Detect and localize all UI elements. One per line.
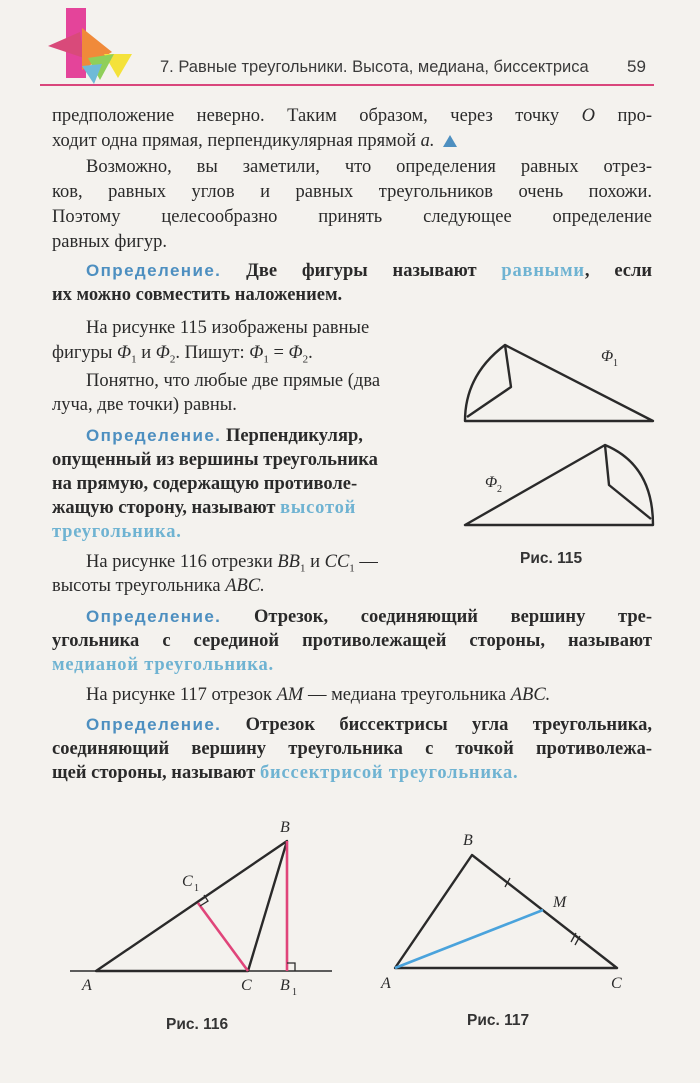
subscript: 1: [299, 562, 306, 575]
figure-115: [455, 325, 660, 535]
text: и: [310, 552, 320, 572]
subscript: 1: [131, 353, 137, 366]
definition-term: медианой треугольника.: [52, 655, 274, 675]
paragraph-line: Возможно, вы заметили, что определения равных отрез-: [86, 157, 652, 177]
text: ходит одна прямая, перпендикулярная прямой: [52, 131, 416, 151]
vertex-label-b: B: [280, 819, 290, 836]
text: и: [141, 343, 152, 363]
text: предположение неверно. Таким образом, через точку: [52, 106, 560, 126]
header-rule: [40, 84, 654, 86]
subscript: 2: [302, 353, 309, 366]
figure-caption: Рис. 117: [467, 1012, 530, 1029]
figure-symbol: Φ: [249, 343, 264, 363]
paragraph-line: ков, равных углов и равных треугольников очень похожи.: [52, 182, 652, 202]
variable: a.: [420, 131, 435, 151]
subscript: 1: [263, 353, 269, 366]
definition-line: угольника с серединой противолежащей стороны, называют: [52, 631, 652, 651]
definition-line: их можно совместить наложением.: [52, 285, 343, 305]
figure-symbol: Φ: [288, 343, 303, 363]
definition-term: треугольника.: [52, 522, 182, 542]
definition-term: высотой: [280, 498, 357, 518]
figure-symbol: Φ: [117, 343, 132, 363]
paragraph-line: На рисунке 115 изображены равные: [86, 318, 370, 338]
triangle-name: ABC.: [225, 576, 265, 596]
vertex-label-b: B: [463, 832, 473, 849]
paragraph-line: [86, 683, 550, 708]
definition-keyword: Определение.: [86, 715, 222, 734]
text: Две фигуры называют: [246, 261, 477, 281]
definition-line: [86, 605, 652, 630]
definition-keyword: Определение.: [86, 607, 222, 626]
point-label-c1: C: [182, 873, 193, 890]
vertex-label-a: A: [381, 975, 391, 992]
median-am: [395, 910, 543, 968]
paragraph-line: Поэтому целесообразно принять следующее определение: [52, 207, 652, 227]
text: про-: [617, 106, 653, 126]
definition-line: [52, 761, 518, 786]
text: , если: [584, 261, 653, 281]
definition-line: [86, 713, 652, 738]
figure-caption: Рис. 115: [520, 550, 583, 567]
figure-phi1-shape: [465, 345, 653, 421]
definition-keyword: Определение.: [86, 426, 222, 445]
text: Отрезок, соединяющий вершину тре-: [254, 607, 653, 627]
vertex-label-a: A: [82, 977, 92, 994]
label-phi2: Φ: [485, 474, 498, 491]
text: .: [308, 343, 313, 363]
vertex-label-c: C: [611, 975, 622, 992]
vertex-label-c: C: [241, 977, 252, 994]
text: Отрезок биссектрисы угла треугольника,: [245, 715, 652, 735]
figure-caption: Рис. 116: [166, 1016, 229, 1033]
definition-line: [52, 496, 356, 521]
paragraph-line: луча, две точки) равны.: [52, 395, 237, 415]
paragraph-line: Понятно, что любые две прямые (два: [86, 371, 381, 391]
definition-keyword: Определение.: [86, 261, 222, 280]
point-label-b1: B: [280, 977, 290, 994]
running-header-title: 7. Равные треугольники. Высота, медиана, биссектриса: [160, 58, 589, 76]
text: —: [359, 552, 378, 572]
text: На рисунке 116 отрезки: [86, 552, 273, 572]
text: . Пишут:: [175, 343, 245, 363]
paragraph-line: равных фигур.: [52, 232, 168, 252]
chapter-logo-icon: [44, 6, 140, 86]
paragraph-line: [52, 104, 652, 129]
text: На рисунке 117 отрезок: [86, 685, 272, 705]
variable: O: [581, 106, 595, 126]
definition-line: на прямую, содержащую противоле-: [52, 474, 358, 494]
text: Перпендикуляр,: [225, 426, 363, 446]
paragraph-line: [52, 574, 265, 599]
subscript: 1: [349, 562, 355, 575]
definition-line: [52, 653, 274, 678]
segment-name: CC: [324, 552, 350, 572]
triangle-abc: [395, 855, 617, 968]
text: — медиана треугольника: [307, 685, 507, 705]
figure-117: [375, 825, 640, 1000]
label-phi1: Φ: [601, 348, 614, 365]
paragraph-line: [52, 341, 313, 372]
text: фигуры: [52, 343, 113, 363]
page-number: 59: [627, 57, 646, 76]
label-phi1-sub: 1: [613, 358, 618, 369]
triangle-abc: [96, 841, 287, 971]
figure-symbol: Φ: [155, 343, 170, 363]
end-of-proof-triangle-icon: [443, 135, 457, 147]
text: щей стороны, называют: [52, 763, 256, 783]
definition-term: биссектрисой треугольника.: [259, 763, 519, 783]
segment-name: AM: [276, 685, 304, 705]
definition-line: соединяющий вершину треугольника с точкой противолежа-: [52, 739, 652, 759]
segment-name: BB: [277, 552, 300, 572]
figure-116: [70, 812, 340, 1002]
paragraph-line: [52, 129, 457, 154]
definition-term: равными: [501, 261, 585, 281]
definition-line: [86, 259, 652, 284]
label-phi2-sub: 2: [497, 484, 502, 495]
text: высоты треугольника: [52, 576, 221, 596]
subscript: 1: [194, 883, 199, 894]
definition-line: [86, 424, 363, 449]
subscript: 1: [292, 987, 297, 998]
equals-sign: =: [273, 343, 284, 363]
subscript: 2: [169, 353, 176, 366]
point-label-m: M: [553, 894, 567, 911]
altitude-cc1: [198, 903, 248, 971]
text: жащую сторону, называют: [52, 498, 276, 518]
definition-line: опущенный из вершины треугольника: [52, 450, 378, 470]
triangle-name: ABC.: [510, 685, 551, 705]
definition-line: [52, 520, 182, 545]
